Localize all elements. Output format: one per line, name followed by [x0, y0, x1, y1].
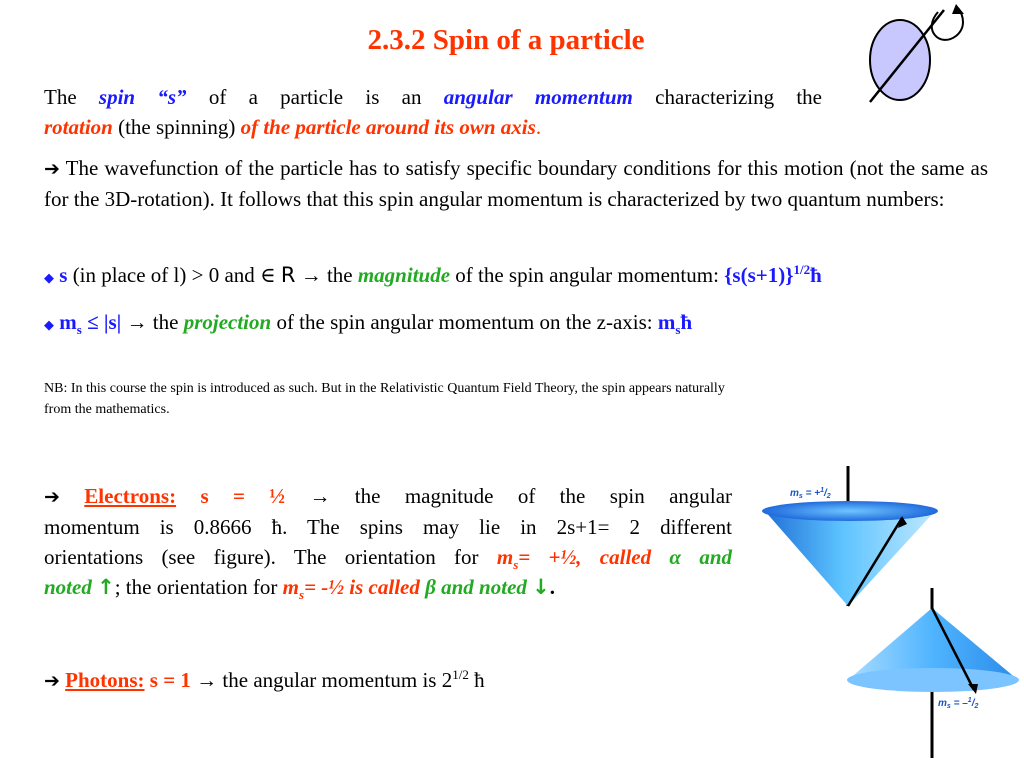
bullet-s-arrow-the: → the — [300, 263, 353, 287]
bullet-s — [44, 260, 1004, 294]
diamond-bullet-icon: ◆ — [44, 271, 54, 286]
spin-down-cone — [847, 588, 1019, 758]
intro-rotation: rotation — [44, 115, 113, 139]
diamond-bullet-icon: ◆ — [44, 318, 54, 333]
intro-paragraph — [44, 82, 822, 142]
spin-up-arrow-icon: ↑ — [97, 575, 115, 599]
wavefunction-text: The wavefunction of the particle has to satisfy specific boundary conditions for this motion (not the same as for the 3D-rotation). It follows that this spin angular momentum is characterized by two quantum numbers: — [44, 156, 988, 211]
photons-paragraph — [44, 665, 744, 696]
electrons-line3-a: orientations (see figure). The orientation for — [44, 545, 479, 569]
bullet-s-magnitude: magnitude — [357, 263, 451, 287]
intro-spinning: (the spinning) — [118, 115, 236, 139]
electrons-line-3 — [44, 542, 732, 572]
electrons-line-4 — [44, 572, 732, 602]
real-set-symbol: R — [280, 263, 296, 287]
intro-angular-momentum: angular momentum — [443, 85, 633, 109]
spin-projection-formula: $m_sħ$ — [657, 310, 693, 338]
bullet-ms-part2: of the spin angular momentum on the z-axis: — [276, 310, 653, 334]
electrons-s-value: s = ½ — [200, 484, 286, 508]
electrons-line1-rest: → the magnitude of the spin angular — [309, 484, 733, 508]
wavefunction-paragraph — [44, 153, 988, 214]
element-of-symbol: ∈ — [260, 263, 276, 287]
arrow-icon: ➔ — [44, 158, 60, 180]
beta-symbol: β — [425, 575, 436, 599]
bullet-s-part1: (in place of l) > 0 and — [72, 263, 255, 287]
intro-characterizing: characterizing the — [655, 85, 823, 109]
spin-down-arrow-icon: ↓ — [532, 575, 550, 599]
electrons-beta-def: $m_s=$ -½ is called β and noted — [282, 575, 527, 603]
electrons-label: Electrons: — [84, 484, 177, 508]
spin-magnitude-formula: $\{s(s+1)\}^{1/2}ħ$ — [724, 262, 822, 287]
intro-of-a-particle: of a particle is an — [208, 85, 422, 109]
electrons-semi: ; the orientation for — [114, 575, 278, 599]
bullet-ms-projection: projection — [183, 310, 272, 334]
intro-around-axis: of the particle around its own axis — [240, 115, 536, 139]
spin-up-cone — [762, 466, 938, 606]
electrons-line-1 — [44, 481, 732, 512]
page-title: 2.3.2 Spin of a particle — [367, 24, 645, 56]
bullet-s-symbol: s — [59, 263, 68, 287]
bullet-ms-symbol: $m_s \le |s|$ — [59, 310, 122, 338]
intro-period: . — [535, 115, 542, 139]
intro-line-2 — [44, 112, 822, 142]
bullet-ms-arrow-the: → the — [126, 310, 179, 334]
electrons-alpha-def: $m_s=$ +½, called α and — [496, 545, 733, 573]
bullet-s-part2: of the spin angular momentum: — [455, 263, 719, 287]
electrons-noted: noted — [44, 575, 92, 599]
photons-s-value: s = 1 — [149, 668, 191, 692]
spinning-particle-icon — [860, 0, 980, 110]
rotation-arrowhead — [952, 4, 964, 14]
intro-line-1 — [44, 82, 822, 112]
spin-down-label: $m_s = -^1/_2$ — [938, 697, 979, 710]
spin-up-label: $m_s = +^1/_2$ — [790, 487, 831, 500]
photons-rest: → the angular momentum is $2^{1/2}$ ħ — [196, 667, 485, 692]
spin-cones-figure — [756, 458, 1024, 760]
photons-label: Photons: — [65, 668, 145, 692]
electrons-paragraph — [44, 481, 732, 602]
nb-note: NB: In this course the spin is introduced as such. But in the Relativistic Quantum Field Theory, the spin appears naturally from the mathematics. — [44, 381, 725, 417]
arrow-icon: ➔ — [44, 486, 60, 508]
arrow-icon: ➔ — [44, 670, 60, 692]
bullet-ms — [44, 307, 1004, 341]
electrons-end: . — [549, 575, 555, 599]
particle-sphere — [870, 20, 930, 100]
electrons-line-2: momentum is 0.8666 ħ. The spins may lie in 2s+1= 2 different — [44, 515, 732, 539]
intro-the: The — [44, 85, 77, 109]
intro-spin-s: spin “s” — [98, 85, 187, 109]
alpha-symbol: α — [669, 545, 682, 569]
